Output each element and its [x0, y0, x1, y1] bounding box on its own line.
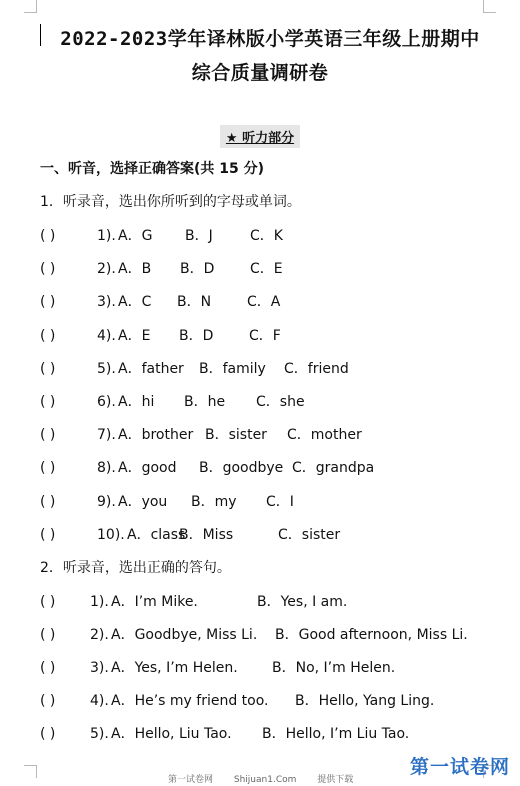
item-number: 2). [97, 261, 116, 278]
answer-blank: ( ) [40, 228, 56, 244]
q1-item [40, 293, 480, 311]
option-a: A．C [118, 294, 152, 311]
option-c: C．mother [287, 427, 362, 444]
option-b: B．N [177, 294, 212, 311]
answer-blank: ( ) [40, 693, 56, 709]
q2-item [40, 626, 480, 644]
item-number: 9). [97, 493, 116, 510]
item-number: 10). [97, 526, 125, 543]
document-title-line-1: 2022-2023学年译林版小学英语三年级上册期中 [60, 28, 480, 50]
option-b: B．he [184, 394, 226, 410]
option-b: B．D [180, 261, 215, 278]
option-a: A．you [118, 493, 168, 510]
answer-blank: ( ) [40, 627, 56, 643]
section-header-label: ★ 听力部分 [220, 125, 300, 148]
answer-blank: ( ) [40, 261, 56, 278]
option-a: A．Goodbye, Miss Li. [111, 627, 258, 643]
item-number: 4). [97, 327, 116, 344]
option-b: B．Good afternoon, Miss Li. [275, 627, 468, 643]
option-c: C．E [250, 261, 283, 278]
answer-blank: ( ) [40, 394, 56, 410]
section-header [0, 125, 520, 148]
option-b: B．No, I’m Helen. [272, 660, 396, 676]
option-c: C．sister [278, 526, 341, 543]
part1-heading: 一、听音，选择正确答案(共 15 分) [40, 161, 265, 177]
option-b: B．Hello, I’m Liu Tao. [262, 726, 410, 742]
option-a: A．G [118, 228, 153, 244]
answer-blank: ( ) [40, 526, 56, 543]
q1-item [40, 426, 480, 444]
q2-item [40, 725, 480, 743]
option-c: C．K [250, 228, 283, 244]
answer-blank: ( ) [40, 726, 56, 742]
answer-blank: ( ) [40, 427, 56, 444]
q1-item [40, 260, 480, 278]
option-b: B．Hello, Yang Ling. [295, 693, 435, 709]
item-number: 7). [97, 427, 116, 444]
option-a: A．Hello, Liu Tao. [111, 726, 232, 742]
answer-blank: ( ) [40, 493, 56, 510]
option-a: A．hi [118, 394, 155, 410]
footer-right: 提供下载 [317, 775, 354, 785]
item-number: 3). [90, 660, 109, 676]
brand-watermark: 第一试卷网 [410, 756, 511, 778]
option-c: C．F [249, 327, 281, 344]
q1-item [40, 493, 480, 511]
option-b: B．Miss [179, 526, 234, 543]
item-number: 4). [90, 693, 109, 709]
item-number: 1). [90, 594, 109, 610]
q1-item [40, 327, 480, 345]
q1-item [40, 227, 480, 245]
option-b: B．sister [205, 427, 267, 444]
footer [168, 772, 371, 785]
answer-blank: ( ) [40, 360, 56, 377]
option-a: A．brother [118, 427, 194, 444]
footer-left: 第一试卷网 [168, 775, 214, 785]
q1-item [40, 526, 480, 544]
option-c: C．grandpa [292, 460, 375, 477]
corner-mark-top-right [483, 0, 496, 13]
answer-blank: ( ) [40, 294, 56, 311]
option-b: B．my [191, 493, 237, 510]
corner-mark-bottom-left [24, 765, 37, 778]
answer-blank: ( ) [40, 460, 56, 477]
q1-item [40, 393, 480, 411]
corner-mark-top-left [24, 0, 37, 13]
q2-item [40, 593, 480, 611]
option-c: C．friend [284, 360, 349, 377]
item-number: 8). [97, 460, 116, 477]
option-a: A．B [118, 261, 152, 278]
answer-blank: ( ) [40, 594, 56, 610]
option-c: C．A [247, 294, 281, 311]
q1-item [40, 459, 480, 477]
option-a: A．He’s my friend too. [111, 693, 269, 709]
option-a: A．Yes, I’m Helen. [111, 660, 238, 676]
option-b: B．J [185, 228, 213, 244]
item-number: 6). [97, 394, 116, 410]
item-number: 3). [97, 294, 116, 311]
q1-instruction: 1．听录音，选出你所听到的字母或单词。 [40, 194, 301, 210]
footer-middle: Shijuan1.Com [233, 775, 297, 785]
q1-item [40, 360, 480, 378]
item-number: 2). [90, 627, 109, 643]
option-b: B．goodbye [199, 460, 284, 477]
q2-item [40, 659, 480, 677]
option-a: A．I’m Mike. [111, 594, 198, 610]
option-c: C．she [256, 394, 305, 410]
option-b: B．family [199, 360, 266, 377]
item-number: 5). [90, 726, 109, 742]
option-c: C．I [266, 493, 294, 510]
answer-blank: ( ) [40, 327, 56, 344]
option-b: B．D [179, 327, 214, 344]
item-number: 5). [97, 360, 116, 377]
option-a: A．father [118, 360, 184, 377]
option-b: B．Yes, I am. [257, 594, 348, 610]
option-a: A．E [118, 327, 151, 344]
q2-instruction: 2．听录音，选出正确的答句。 [40, 560, 231, 576]
option-a: A．class [127, 526, 186, 543]
item-number: 1). [97, 228, 116, 244]
q2-item [40, 692, 480, 710]
answer-blank: ( ) [40, 660, 56, 676]
document-title-line-2: 综合质量调研卷 [191, 62, 329, 84]
option-a: A．good [118, 460, 177, 477]
